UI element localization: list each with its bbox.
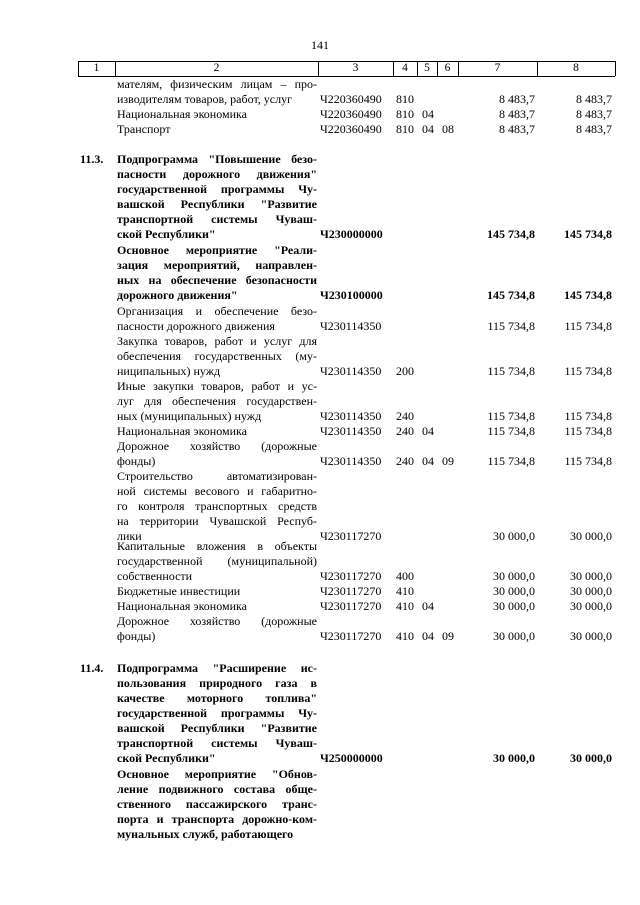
item-name-line: ной системы весового и габаритно- <box>117 484 317 498</box>
expense-type: 240 <box>396 424 414 438</box>
amount-col-7: 30 000,0 <box>493 569 535 583</box>
item-name-line: Иные закупки товаров, работ и ус- <box>117 379 317 393</box>
item-name <box>117 767 317 842</box>
column-header-3: 3 <box>352 62 359 74</box>
column-header-8: 8 <box>573 62 579 74</box>
target-code: Ч230117270 <box>320 629 382 643</box>
amount-col-8: 30 000,0 <box>570 751 612 765</box>
amount-col-8: 115 734,8 <box>564 364 612 378</box>
item-name <box>117 614 317 644</box>
item-name-line: изводителям товаров, работ, услуг <box>117 92 293 106</box>
amount-col-7: 30 000,0 <box>493 529 535 543</box>
amount-col-8: 115 734,8 <box>564 454 612 468</box>
item-name-line: лики <box>117 529 142 543</box>
table-row <box>0 539 640 584</box>
target-code: Ч220360490 <box>320 122 382 136</box>
column-header-5: 5 <box>424 62 430 74</box>
amount-col-8: 8 483,7 <box>576 92 612 106</box>
item-name-line: Транспорт <box>117 122 171 136</box>
section-code: 04 <box>422 107 434 121</box>
item-name-line: транспортной системы Чуваш- <box>117 736 317 750</box>
item-name <box>117 122 317 137</box>
item-name-line: зация мероприятий, направлен- <box>117 258 317 272</box>
item-name-line: пользования природного газа в <box>117 676 317 690</box>
amount-col-7: 8 483,7 <box>499 92 535 106</box>
item-name <box>117 584 317 599</box>
amount-col-7: 145 734,8 <box>487 288 535 302</box>
item-name-line: Бюджетные инвестиции <box>117 584 241 598</box>
expense-type: 200 <box>396 364 414 378</box>
item-name-line: ской Республики" <box>117 227 216 241</box>
column-header-1: 1 <box>93 62 100 74</box>
amount-col-7: 115 734,8 <box>487 364 535 378</box>
subsection-code: 09 <box>442 454 454 468</box>
target-code: Ч230114350 <box>320 364 382 378</box>
item-name-line: ственного пассажирского транс- <box>117 797 317 811</box>
target-code: Ч230114350 <box>320 409 382 423</box>
expense-type: 410 <box>396 584 414 598</box>
column-header-4: 4 <box>402 62 408 74</box>
amount-col-8: 30 000,0 <box>570 569 612 583</box>
table-row <box>0 152 640 242</box>
section-number: 11.3. <box>80 152 104 166</box>
amount-col-8: 30 000,0 <box>570 529 612 543</box>
amount-col-8: 30 000,0 <box>570 599 612 613</box>
target-code: Ч220360490 <box>320 92 382 106</box>
target-code: Ч230114350 <box>320 454 382 468</box>
item-name-line: государственной программы Чу- <box>117 182 317 196</box>
target-code: Ч230117270 <box>320 599 382 613</box>
section-code: 04 <box>422 599 434 613</box>
item-name-line: Основное мероприятие "Обнов- <box>117 767 317 781</box>
section-code: 04 <box>422 424 434 438</box>
table-row <box>0 77 640 107</box>
item-name-line: Строительство автоматизирован- <box>117 469 317 483</box>
amount-col-8: 145 734,8 <box>564 288 612 302</box>
subsection-code: 09 <box>442 629 454 643</box>
item-name-line: фонды) <box>117 629 156 643</box>
item-name <box>117 439 317 469</box>
amount-col-8: 30 000,0 <box>570 629 612 643</box>
amount-col-7: 30 000,0 <box>493 751 535 765</box>
amount-col-7: 30 000,0 <box>493 599 535 613</box>
item-name-line: Закупка товаров, работ и услуг для <box>117 334 317 348</box>
section-code: 04 <box>422 454 434 468</box>
item-name-line: мателям, физическим лицам – про- <box>117 77 317 91</box>
table-row <box>0 767 640 842</box>
page-number: 141 <box>311 38 329 52</box>
item-name <box>117 379 317 424</box>
table-row <box>0 661 640 766</box>
column-header-7: 7 <box>494 62 501 74</box>
amount-col-8: 30 000,0 <box>570 584 612 598</box>
amount-col-8: 115 734,8 <box>564 409 612 423</box>
item-name <box>117 304 317 334</box>
item-name-line: собственности <box>117 569 193 583</box>
section-number: 11.4. <box>80 661 104 675</box>
item-name <box>117 334 317 379</box>
item-name-line: ление подвижного состава обще- <box>117 782 317 796</box>
amount-col-8: 8 483,7 <box>576 122 612 136</box>
table-row <box>0 379 640 424</box>
item-name-line: государственной (муниципальной) <box>117 554 317 568</box>
amount-col-7: 8 483,7 <box>499 107 535 121</box>
item-name <box>117 107 317 122</box>
item-name-line: Национальная экономика <box>117 599 247 613</box>
section-code: 04 <box>422 122 434 136</box>
expense-type: 410 <box>396 599 414 613</box>
item-name-line: пасности дорожного движения" <box>117 167 317 181</box>
expense-type: 810 <box>396 107 414 121</box>
item-name <box>117 243 317 303</box>
table-row <box>0 584 640 599</box>
table-row <box>0 424 640 439</box>
table-row <box>0 122 640 137</box>
table-row <box>0 614 640 644</box>
expense-type: 810 <box>396 122 414 136</box>
item-name-line: на территории Чувашской Респуб- <box>117 514 317 528</box>
item-name-line: луг для обеспечения государствен- <box>117 394 317 408</box>
amount-col-7: 115 734,8 <box>487 319 535 333</box>
item-name <box>117 599 317 614</box>
target-code: Ч230117270 <box>320 529 382 543</box>
item-name-line: Дорожное хозяйство (дорожные <box>117 439 317 453</box>
amount-col-7: 30 000,0 <box>493 584 535 598</box>
target-code: Ч230000000 <box>320 227 383 241</box>
item-name-line: Дорожное хозяйство (дорожные <box>117 614 317 628</box>
column-header-6: 6 <box>444 62 451 74</box>
item-name-line: Организация и обеспечение безо- <box>117 304 317 318</box>
section-code: 04 <box>422 629 434 643</box>
item-name-line: пасности дорожного движения <box>117 319 275 333</box>
item-name-line: го контроля транспортных средств <box>117 499 317 513</box>
item-name-line: государственной программы Чу- <box>117 706 317 720</box>
expense-type: 400 <box>396 569 414 583</box>
amount-col-8: 8 483,7 <box>576 107 612 121</box>
item-name-line: Подпрограмма "Расширение ис- <box>117 661 317 675</box>
expense-type: 410 <box>396 629 414 643</box>
item-name-line: дорожного движения" <box>117 288 238 302</box>
item-name-line: транспортной системы Чуваш- <box>117 212 317 226</box>
target-code: Ч220360490 <box>320 107 382 121</box>
target-code: Ч230117270 <box>320 584 382 598</box>
target-code: Ч230114350 <box>320 424 382 438</box>
expense-type: 810 <box>396 92 414 106</box>
item-name-line: качестве моторного топлива" <box>117 691 317 705</box>
amount-col-7: 115 734,8 <box>487 424 535 438</box>
table-row <box>0 469 640 544</box>
amount-col-7: 30 000,0 <box>493 629 535 643</box>
amount-col-8: 115 734,8 <box>564 319 612 333</box>
target-code: Ч250000000 <box>320 751 383 765</box>
amount-col-7: 115 734,8 <box>487 409 535 423</box>
item-name-line: ных на обеспечение безопасности <box>117 273 317 287</box>
table-row <box>0 599 640 614</box>
item-name <box>117 152 317 242</box>
item-name-line: порта и транспорта дорожно-ком- <box>117 812 317 826</box>
item-name <box>117 469 317 544</box>
target-code: Ч230114350 <box>320 319 382 333</box>
item-name-line: Основное мероприятие "Реали- <box>117 243 317 257</box>
amount-col-7: 115 734,8 <box>487 454 535 468</box>
table-row <box>0 107 640 122</box>
target-code: Ч230100000 <box>320 288 383 302</box>
item-name-line: обеспечения государственных (му- <box>117 349 317 363</box>
amount-col-8: 115 734,8 <box>564 424 612 438</box>
table-row <box>0 439 640 469</box>
table-row <box>0 243 640 303</box>
item-name-line: Капитальные вложения в объекты <box>117 539 317 553</box>
item-name <box>117 77 317 107</box>
item-name-line: ниципальных) нужд <box>117 364 221 378</box>
column-header-2: 2 <box>213 62 220 74</box>
item-name-line: ской Республики" <box>117 751 216 765</box>
item-name-line: мунальных служб, работающего <box>117 827 294 841</box>
item-name-line: Подпрограмма "Повышение безо- <box>117 152 317 166</box>
expense-type: 240 <box>396 454 414 468</box>
item-name <box>117 424 317 439</box>
item-name-line: Национальная экономика <box>117 424 247 438</box>
item-name-line: вашской Республики "Развитие <box>117 197 317 211</box>
header-divider <box>615 61 616 76</box>
subsection-code: 08 <box>442 122 454 136</box>
amount-col-8: 145 734,8 <box>564 227 612 241</box>
item-name <box>117 539 317 584</box>
item-name-line: фонды) <box>117 454 156 468</box>
expense-type: 240 <box>396 409 414 423</box>
item-name-line: Национальная экономика <box>117 107 247 121</box>
table-row <box>0 304 640 334</box>
item-name <box>117 661 317 766</box>
item-name-line: ных (муниципальных) нужд <box>117 409 262 423</box>
table-row <box>0 334 640 379</box>
item-name-line: вашской Республики "Развитие <box>117 721 317 735</box>
target-code: Ч230117270 <box>320 569 382 583</box>
amount-col-7: 8 483,7 <box>499 122 535 136</box>
amount-col-7: 145 734,8 <box>487 227 535 241</box>
